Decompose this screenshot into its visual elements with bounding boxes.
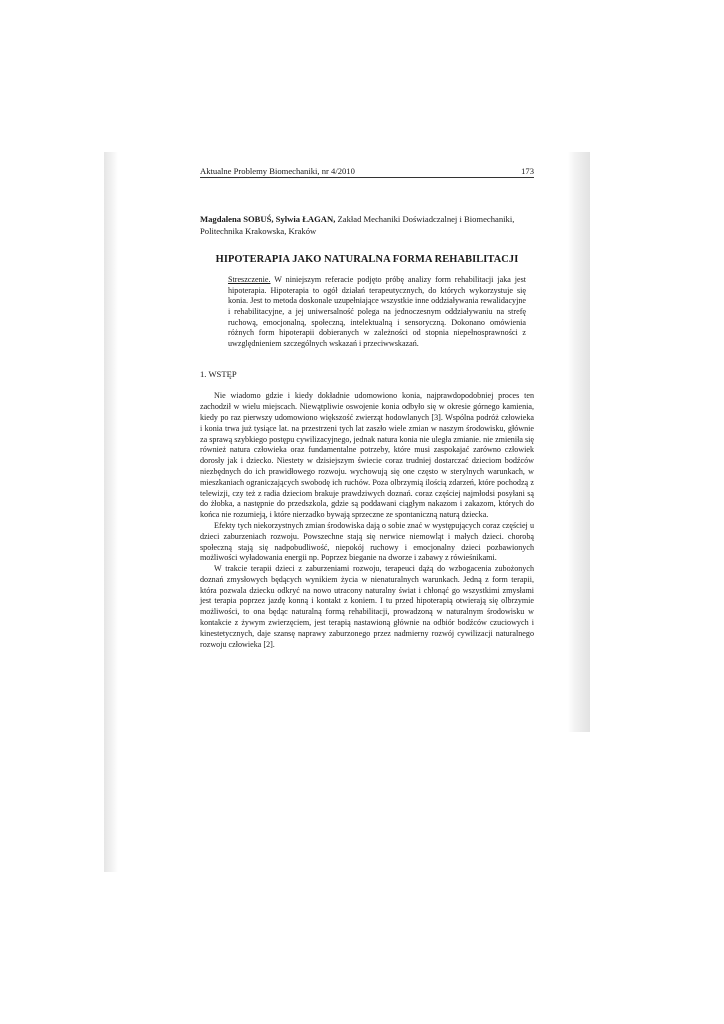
author-block <box>200 214 534 237</box>
paper-page <box>200 166 534 650</box>
scan-edge-left <box>104 152 118 872</box>
author-names: Magdalena SOBUŚ, Sylwia ŁAGAN, <box>200 214 336 224</box>
author-affiliation: Zakład Mechaniki Doświadczalnej i Biomechaniki, Politechnika Krakowska, Kraków <box>200 214 515 236</box>
abstract-label: Streszczenie. <box>228 275 271 285</box>
section-heading: 1. WSTĘP <box>200 369 237 380</box>
running-header <box>200 166 534 178</box>
journal-name: Aktualne Problemy Biomechaniki, nr 4/2010 <box>200 166 355 176</box>
abstract-text: W niniejszym referacie podjęto próbę analizy form rehabilitacji jaka jest hipoterapia. Hipoterapia to ogół działań terapeutycznych, do których wykorzystuje się konia. Jest to metoda doskonale uzupełniające wszystkie inne oddziaływania rewalidacyjne i rehabilitacyjne, a jej uniwersalność polega na jednoczesnym oddziaływaniu na strefę ruchową, emocjonalną, społeczną, intelektualną i sensoryczną. Dokonano omówienia różnych form hipoterapii dobieranych w zależności od stopnia niepełnosprawności z uwzględnieniem szczególnych wskazań i przeciwwskazań. <box>228 275 526 348</box>
abstract <box>228 275 526 349</box>
section-body <box>200 391 534 650</box>
paragraph: Nie wiadomo gdzie i kiedy dokładnie udomowiono konia, najprawdopodobniej proces ten zachodził w wielu miejscach. Niewątpliwie oswojenie konia odbyło się w okresie górnego kamienia, kiedy po raz pierwszy udomowiono większość zwierząt hodowlanych [3]. Wspólna podróż człowieka i konia trwa już tysiące lat. na przestrzeni tych lat zaszło wiele zmian w naszym środowisku, głównie za sprawą szybkiego postępu cywilizacyjnego, jednak natura konia nie uległa zmianie. nie zmieniła się również natura człowieka oraz fundamentalne potrzeby, które musi zaspokajać zarówno człowiek dorosły jak i dziecko. Niestety w dzisiejszym świecie coraz trudniej dostarczać dzieciom bodźców niezbędnych do ich prawidłowego rozwoju. wychowują się one często w sterylnych warunkach, w mieszkaniach ograniczających swobodę ich ruchów. Poza olbrzymią ilością zdarzeń, które pochodzą z telewizji, czy też z radia dzieciom brakuje prawdziwych doznań. coraz częściej najmłodsi posyłani są do żłobka, a następnie do przedszkola, gdzie są poddawani ciągłym nakazom i zakazom, których do końca nie rozumieją, i które nierzadko bywają sprzeczne ze spontaniczną naturą dziecka. <box>200 391 534 520</box>
page-number: 173 <box>521 166 534 176</box>
scan-edge-right <box>568 152 590 732</box>
paper-title: HIPOTERAPIA JAKO NATURALNA FORMA REHABILITACJI <box>215 254 519 266</box>
paragraph: Efekty tych niekorzystnych zmian środowiska dają o sobie znać w występujących coraz częściej u dzieci zaburzeniach rozwoju. Powszechne stają się nerwice niemowląt i małych dzieci. chorobą społeczną stają się nadpobudliwość, niepokój ruchowy i emocjonalny dzieci pozbawionych możliwości wyładowania energii np. Poprzez bieganie na dworze i zabawy z rówieśnikami. <box>200 520 534 563</box>
paragraph: W trakcie terapii dzieci z zaburzeniami rozwoju, terapeuci dążą do wzbogacenia zubożonych doznań zmysłowych będących wynikiem życia w nienaturalnych warunkach. Jedną z form terapii, która pozwala dziecku odkryć na nowo utracony naturalny świat i chłonąć go wszystkimi zmysłami jest terapia poprzez jazdę konną i kontakt z koniem. I tu przed hipoterapią otwierają się olbrzymie możliwości, to ona będąc naturalną formą rehabilitacji, prowadzoną w naturalnym środowisku w kontakcie z żywym zwierzęciem, jest terapią nastawioną głównie na odbiór bodźców czuciowych i kinestetycznych, daje szansę naprawy zaburzonego przez nadmierny rozwój cywilizacji naturalnego rozwoju człowieka [2]. <box>200 564 534 649</box>
